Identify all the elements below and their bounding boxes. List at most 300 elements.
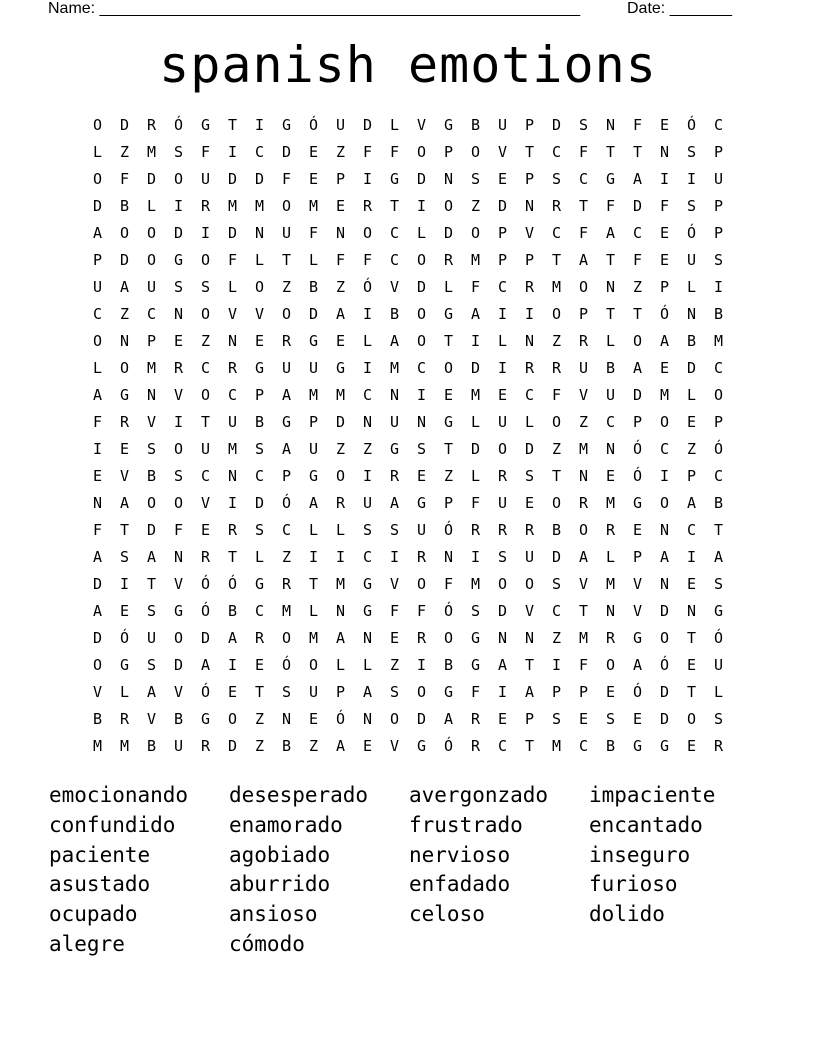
grid-letter: C: [713, 116, 724, 134]
grid-letter: P: [713, 224, 724, 242]
grid-letter: C: [686, 521, 697, 539]
grid-letter: L: [605, 332, 616, 350]
word-bank-item: ansioso: [229, 902, 318, 927]
grid-letter: Z: [686, 440, 697, 458]
grid-letter: E: [443, 386, 454, 404]
grid-letter: E: [659, 359, 670, 377]
grid-letter: U: [200, 440, 211, 458]
word-bank-item: inseguro: [589, 842, 691, 867]
grid-letter: O: [200, 386, 211, 404]
grid-letter: O: [686, 710, 697, 728]
grid-letter: U: [200, 170, 211, 188]
grid-letter: U: [308, 440, 319, 458]
grid-letter: O: [470, 143, 481, 161]
grid-letter: G: [632, 629, 643, 647]
grid-letter: Ó: [659, 305, 670, 323]
grid-letter: S: [254, 521, 265, 539]
grid-row: [84, 573, 732, 600]
grid-letter: E: [497, 386, 508, 404]
grid-letter: F: [92, 413, 103, 431]
grid-letter: V: [497, 143, 508, 161]
grid-letter: O: [119, 224, 130, 242]
grid-letter: L: [308, 602, 319, 620]
word-bank-item: impaciente: [589, 783, 716, 807]
grid-letter: L: [389, 116, 400, 134]
grid-row: [84, 195, 732, 222]
grid-letter: I: [416, 197, 427, 215]
grid-letter: D: [173, 656, 184, 674]
grid-letter: P: [632, 548, 643, 566]
grid-letter: E: [632, 710, 643, 728]
grid-letter: R: [200, 197, 211, 215]
grid-letter: L: [686, 386, 697, 404]
grid-letter: T: [524, 737, 535, 755]
grid-letter: C: [416, 359, 427, 377]
grid-letter: T: [578, 602, 589, 620]
grid-letter: C: [497, 737, 508, 755]
grid-letter: Ó: [308, 116, 319, 134]
grid-letter: R: [227, 521, 238, 539]
grid-letter: I: [497, 359, 508, 377]
grid-letter: M: [335, 386, 346, 404]
grid-letter: G: [443, 683, 454, 701]
grid-letter: A: [335, 629, 346, 647]
grid-letter: S: [578, 116, 589, 134]
grid-letter: D: [443, 224, 454, 242]
grid-letter: C: [605, 413, 616, 431]
grid-letter: P: [497, 251, 508, 269]
word-bank-item: dolido: [589, 902, 665, 927]
grid-letter: A: [146, 683, 157, 701]
grid-letter: N: [227, 467, 238, 485]
grid-letter: A: [281, 440, 292, 458]
grid-letter: Ó: [281, 494, 292, 512]
grid-letter: F: [470, 494, 481, 512]
grid-letter: Z: [578, 413, 589, 431]
grid-letter: D: [254, 170, 265, 188]
grid-letter: O: [173, 494, 184, 512]
grid-letter: L: [605, 548, 616, 566]
grid-letter: P: [443, 143, 454, 161]
grid-letter: R: [119, 413, 130, 431]
grid-letter: C: [551, 143, 562, 161]
grid-letter: A: [659, 332, 670, 350]
grid-letter: P: [524, 116, 535, 134]
grid-letter: O: [389, 710, 400, 728]
grid-letter: R: [524, 359, 535, 377]
grid-letter: E: [119, 440, 130, 458]
grid-letter: T: [389, 197, 400, 215]
grid-letter: T: [551, 251, 562, 269]
grid-letter: D: [200, 629, 211, 647]
grid-letter: R: [551, 359, 562, 377]
grid-letter: R: [200, 548, 211, 566]
grid-letter: G: [308, 467, 319, 485]
grid-letter: S: [119, 548, 130, 566]
grid-letter: V: [416, 116, 427, 134]
grid-letter: R: [524, 278, 535, 296]
grid-letter: I: [254, 116, 265, 134]
grid-row: [84, 519, 732, 546]
grid-letter: V: [173, 683, 184, 701]
grid-letter: Ó: [713, 440, 724, 458]
grid-letter: M: [227, 197, 238, 215]
grid-letter: G: [416, 737, 427, 755]
grid-letter: B: [551, 521, 562, 539]
grid-letter: N: [173, 548, 184, 566]
grid-letter: A: [362, 683, 373, 701]
word-bank-item: agobiado: [229, 842, 331, 867]
grid-letter: E: [335, 332, 346, 350]
grid-letter: V: [578, 386, 589, 404]
grid-letter: N: [605, 440, 616, 458]
grid-letter: P: [524, 710, 535, 728]
grid-letter: I: [362, 359, 373, 377]
grid-letter: N: [605, 116, 616, 134]
grid-letter: N: [443, 170, 454, 188]
grid-letter: M: [470, 251, 481, 269]
grid-letter: Ó: [200, 683, 211, 701]
grid-letter: R: [605, 521, 616, 539]
grid-letter: G: [308, 332, 319, 350]
grid-letter: O: [497, 575, 508, 593]
grid-letter: M: [308, 386, 319, 404]
grid-letter: F: [578, 143, 589, 161]
grid-letter: N: [335, 224, 346, 242]
grid-letter: O: [497, 440, 508, 458]
grid-letter: V: [524, 224, 535, 242]
grid-letter: O: [281, 629, 292, 647]
grid-letter: N: [659, 521, 670, 539]
grid-letter: Ó: [443, 521, 454, 539]
grid-letter: E: [335, 197, 346, 215]
grid-row: [84, 600, 732, 627]
grid-letter: G: [416, 494, 427, 512]
grid-letter: F: [632, 116, 643, 134]
grid-letter: Z: [632, 278, 643, 296]
grid-letter: N: [686, 602, 697, 620]
grid-letter: D: [659, 602, 670, 620]
grid-letter: S: [686, 143, 697, 161]
grid-letter: Z: [281, 278, 292, 296]
grid-letter: L: [362, 656, 373, 674]
grid-letter: U: [497, 413, 508, 431]
grid-letter: T: [524, 143, 535, 161]
grid-letter: D: [119, 116, 130, 134]
grid-letter: L: [308, 251, 319, 269]
grid-letter: V: [578, 575, 589, 593]
grid-letter: B: [686, 332, 697, 350]
grid-letter: C: [362, 548, 373, 566]
grid-letter: E: [578, 710, 589, 728]
word-bank-item: nervioso: [409, 842, 511, 867]
grid-letter: D: [227, 737, 238, 755]
grid-letter: E: [254, 656, 265, 674]
grid-letter: O: [416, 683, 427, 701]
grid-letter: Z: [551, 440, 562, 458]
grid-letter: B: [227, 602, 238, 620]
grid-letter: C: [389, 251, 400, 269]
grid-letter: A: [605, 224, 616, 242]
grid-letter: T: [281, 251, 292, 269]
grid-letter: A: [659, 548, 670, 566]
grid-letter: S: [146, 656, 157, 674]
grid-letter: G: [173, 251, 184, 269]
grid-letter: R: [497, 521, 508, 539]
grid-letter: U: [605, 386, 616, 404]
grid-letter: D: [119, 251, 130, 269]
word-search-grid: [84, 114, 732, 762]
grid-letter: I: [173, 197, 184, 215]
grid-letter: D: [254, 494, 265, 512]
grid-letter: G: [200, 710, 211, 728]
grid-letter: L: [92, 143, 103, 161]
grid-letter: P: [254, 386, 265, 404]
grid-letter: B: [119, 197, 130, 215]
grid-letter: T: [200, 413, 211, 431]
grid-letter: E: [389, 629, 400, 647]
grid-letter: O: [416, 143, 427, 161]
grid-letter: M: [119, 737, 130, 755]
grid-letter: P: [632, 413, 643, 431]
grid-letter: L: [686, 278, 697, 296]
grid-letter: N: [524, 197, 535, 215]
grid-letter: R: [551, 197, 562, 215]
grid-row: [84, 681, 732, 708]
grid-letter: Ó: [632, 683, 643, 701]
grid-letter: N: [605, 602, 616, 620]
grid-letter: N: [524, 629, 535, 647]
grid-letter: C: [497, 278, 508, 296]
grid-letter: D: [551, 548, 562, 566]
grid-letter: A: [119, 278, 130, 296]
grid-letter: C: [578, 170, 589, 188]
grid-letter: E: [659, 116, 670, 134]
grid-row: [84, 222, 732, 249]
grid-letter: D: [335, 413, 346, 431]
grid-letter: U: [281, 359, 292, 377]
grid-letter: M: [281, 602, 292, 620]
grid-letter: O: [659, 629, 670, 647]
grid-letter: L: [335, 521, 346, 539]
grid-letter: F: [227, 251, 238, 269]
grid-letter: O: [119, 359, 130, 377]
grid-letter: G: [254, 359, 265, 377]
grid-letter: Z: [551, 629, 562, 647]
grid-letter: Ó: [335, 710, 346, 728]
grid-letter: O: [173, 629, 184, 647]
grid-letter: O: [416, 332, 427, 350]
grid-letter: Ó: [686, 224, 697, 242]
grid-letter: A: [92, 224, 103, 242]
grid-letter: G: [443, 116, 454, 134]
grid-letter: T: [227, 548, 238, 566]
student-info-header: [48, 0, 748, 20]
grid-letter: U: [335, 116, 346, 134]
grid-letter: A: [146, 548, 157, 566]
grid-letter: E: [686, 737, 697, 755]
word-bank-item: confundido: [49, 812, 176, 837]
word-bank-item: aburrido: [229, 872, 331, 897]
grid-letter: E: [254, 332, 265, 350]
grid-letter: N: [524, 332, 535, 350]
grid-letter: D: [659, 683, 670, 701]
grid-letter: D: [686, 359, 697, 377]
grid-letter: V: [173, 575, 184, 593]
grid-letter: S: [470, 602, 481, 620]
grid-letter: I: [335, 548, 346, 566]
grid-letter: F: [362, 251, 373, 269]
grid-letter: S: [470, 170, 481, 188]
grid-letter: R: [362, 197, 373, 215]
grid-letter: Z: [281, 548, 292, 566]
grid-letter: M: [551, 278, 562, 296]
grid-letter: U: [713, 656, 724, 674]
word-bank-item: cómodo: [229, 931, 305, 956]
grid-letter: I: [659, 467, 670, 485]
grid-letter: R: [578, 332, 589, 350]
grid-letter: O: [92, 170, 103, 188]
grid-letter: O: [254, 278, 265, 296]
grid-letter: F: [173, 521, 184, 539]
grid-letter: A: [524, 683, 535, 701]
grid-letter: Z: [308, 737, 319, 755]
grid-letter: F: [605, 197, 616, 215]
grid-letter: E: [605, 683, 616, 701]
grid-letter: D: [173, 224, 184, 242]
grid-letter: E: [92, 467, 103, 485]
grid-letter: O: [416, 251, 427, 269]
grid-letter: V: [632, 602, 643, 620]
grid-letter: E: [497, 710, 508, 728]
grid-letter: A: [92, 548, 103, 566]
grid-letter: D: [632, 386, 643, 404]
grid-letter: O: [146, 224, 157, 242]
grid-letter: I: [524, 305, 535, 323]
grid-letter: P: [281, 467, 292, 485]
grid-row: [84, 411, 732, 438]
grid-letter: B: [713, 305, 724, 323]
grid-letter: I: [227, 656, 238, 674]
grid-letter: O: [200, 305, 211, 323]
grid-letter: S: [173, 143, 184, 161]
grid-letter: A: [227, 629, 238, 647]
grid-letter: C: [200, 467, 211, 485]
grid-letter: R: [524, 521, 535, 539]
grid-letter: O: [92, 116, 103, 134]
grid-row: [84, 357, 732, 384]
grid-letter: F: [308, 224, 319, 242]
grid-letter: O: [443, 197, 454, 215]
grid-letter: U: [308, 359, 319, 377]
grid-letter: E: [308, 170, 319, 188]
grid-letter: G: [605, 170, 616, 188]
grid-letter: T: [686, 683, 697, 701]
grid-letter: O: [551, 494, 562, 512]
grid-letter: U: [227, 413, 238, 431]
grid-letter: F: [551, 386, 562, 404]
grid-letter: U: [362, 494, 373, 512]
grid-letter: U: [524, 548, 535, 566]
grid-letter: E: [362, 737, 373, 755]
grid-letter: A: [389, 494, 400, 512]
grid-letter: L: [443, 278, 454, 296]
grid-letter: S: [173, 278, 184, 296]
grid-letter: V: [389, 575, 400, 593]
grid-letter: F: [578, 656, 589, 674]
grid-letter: G: [281, 116, 292, 134]
grid-letter: T: [443, 332, 454, 350]
grid-letter: E: [227, 683, 238, 701]
grid-letter: Ó: [632, 467, 643, 485]
grid-letter: O: [308, 656, 319, 674]
grid-letter: L: [416, 224, 427, 242]
grid-letter: D: [497, 602, 508, 620]
grid-letter: T: [605, 305, 616, 323]
grid-letter: E: [659, 251, 670, 269]
grid-letter: L: [362, 332, 373, 350]
grid-letter: B: [146, 467, 157, 485]
grid-letter: O: [416, 305, 427, 323]
grid-row: [84, 627, 732, 654]
grid-letter: R: [389, 467, 400, 485]
grid-letter: L: [92, 359, 103, 377]
grid-letter: N: [659, 143, 670, 161]
grid-letter: T: [443, 440, 454, 458]
grid-letter: D: [659, 710, 670, 728]
grid-letter: G: [632, 737, 643, 755]
grid-letter: O: [551, 413, 562, 431]
grid-letter: P: [524, 170, 535, 188]
grid-letter: B: [713, 494, 724, 512]
grid-letter: V: [524, 602, 535, 620]
grid-letter: U: [713, 170, 724, 188]
word-bank-item: encantado: [589, 812, 703, 837]
grid-letter: E: [497, 170, 508, 188]
grid-letter: O: [281, 305, 292, 323]
grid-letter: C: [281, 521, 292, 539]
grid-letter: U: [146, 278, 157, 296]
grid-letter: I: [200, 224, 211, 242]
grid-letter: O: [713, 386, 724, 404]
grid-letter: O: [173, 170, 184, 188]
grid-letter: P: [713, 197, 724, 215]
grid-letter: T: [686, 629, 697, 647]
grid-letter: Ó: [362, 278, 373, 296]
date-field-label: Date: _______: [627, 0, 732, 17]
grid-letter: M: [713, 332, 724, 350]
grid-letter: I: [362, 467, 373, 485]
grid-letter: P: [551, 683, 562, 701]
grid-letter: C: [362, 386, 373, 404]
grid-letter: N: [686, 305, 697, 323]
grid-letter: A: [119, 494, 130, 512]
grid-letter: S: [254, 440, 265, 458]
grid-letter: O: [551, 305, 562, 323]
grid-letter: M: [389, 359, 400, 377]
grid-letter: I: [659, 170, 670, 188]
grid-letter: S: [524, 467, 535, 485]
grid-letter: N: [416, 413, 427, 431]
grid-letter: S: [551, 170, 562, 188]
grid-letter: F: [416, 602, 427, 620]
grid-letter: C: [713, 467, 724, 485]
grid-letter: S: [146, 440, 157, 458]
grid-letter: S: [713, 251, 724, 269]
grid-letter: M: [551, 737, 562, 755]
grid-letter: P: [713, 413, 724, 431]
grid-letter: Ó: [713, 629, 724, 647]
